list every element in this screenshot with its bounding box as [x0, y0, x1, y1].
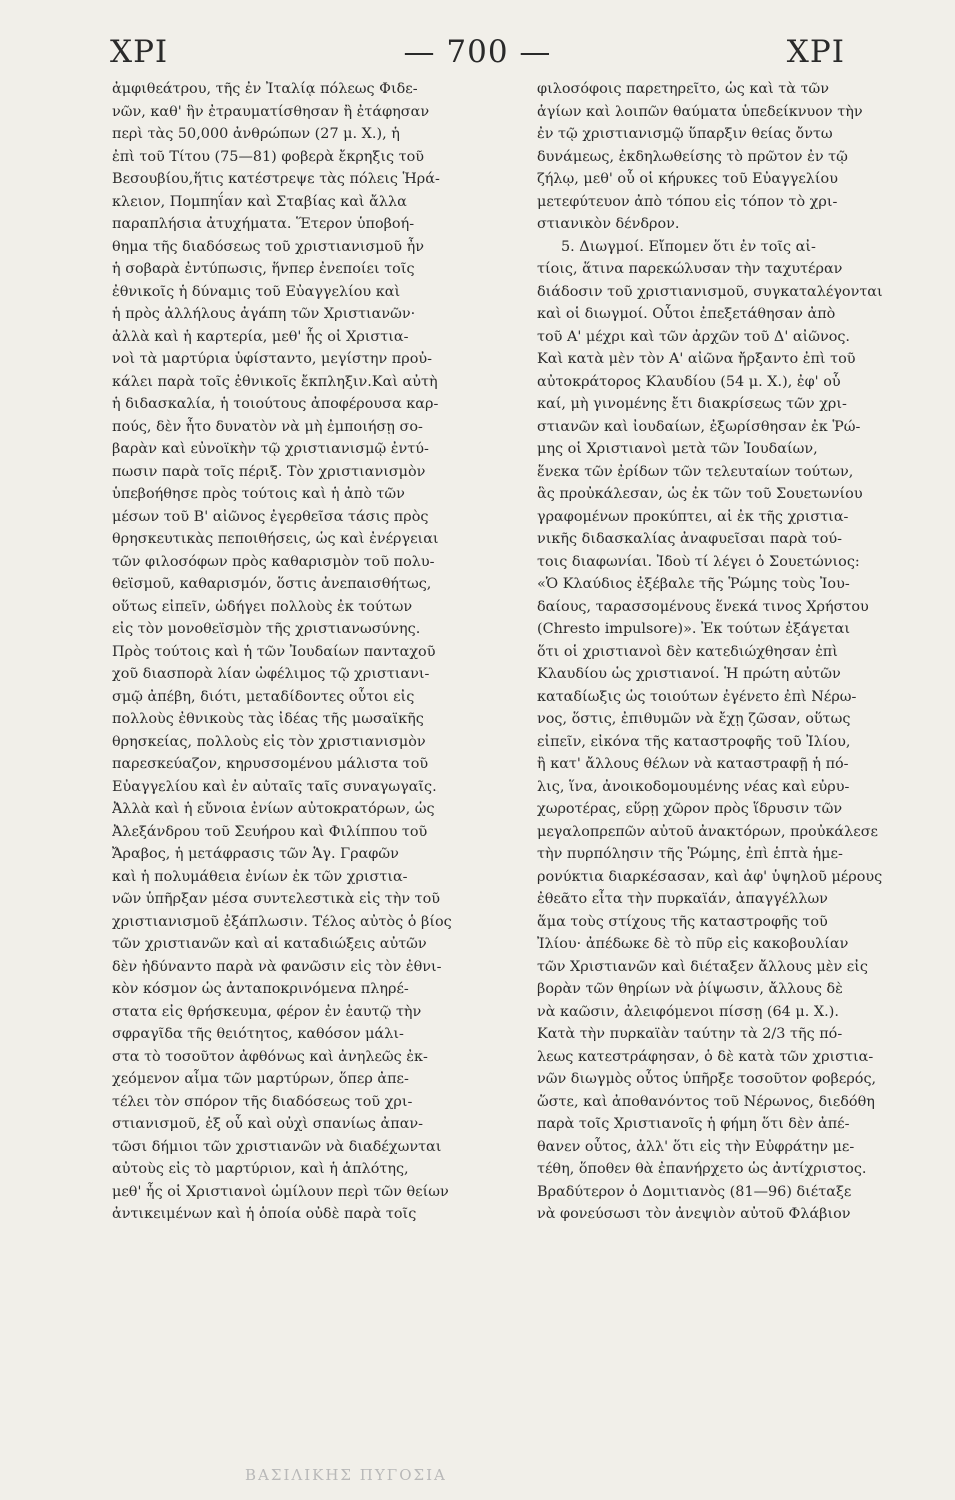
right-column-line: 5. Διωγμοί. Εἴπομεν ὅτι ἐν τοῖς αἰ-: [561, 238, 816, 255]
left-column-line: ἡ σοβαρὰ ἐντύπωσις, ἥνπερ ἐνεποίει τοῖς: [112, 261, 415, 277]
right-column-line: ἁγίων καὶ λοιπῶν θαύματα ὑπεδείκνυον τὴν: [537, 103, 863, 120]
left-column-line: θρησκείας, πολλοὺς εἰς τὸν χριστιανισμὸν: [112, 733, 426, 750]
right-column-line: τῶν Χριστιανῶν καὶ διέταξεν ἄλλους μὲν εἰς: [537, 958, 868, 975]
left-column-line: παραπλήσια ἀτυχήματα. Ἕτερον ὑποβοή-: [112, 216, 415, 232]
right-column-line: Κατὰ τὴν πυρκαϊὰν ταύτην τὰ 2/3 τῆς πό-: [537, 1026, 843, 1042]
page-number: — 700 —: [403, 34, 552, 70]
left-column-line: βαρὰν καὶ εὐνοϊκὴν τῷ χριστιανισμῷ ἐντύ-: [112, 441, 429, 457]
header-left-guideword: ΧΡΙ: [110, 34, 169, 70]
right-column-line: καταδίωξις ὡς τοιούτων ἐγένετο ἐπὶ Νέρω-: [537, 688, 857, 705]
left-column-line: αὐτοὺς εἰς τὸ μαρτύριον, καὶ ἡ ἁπλότης,: [112, 1161, 409, 1177]
left-column-line: ἐθνικοῖς ἡ δύναμις τοῦ Εὐαγγελίου καὶ: [112, 283, 401, 300]
right-column-line: Καὶ κατὰ μὲν τὸν Α' αἰῶνα ἤρξαντο ἐπὶ τοῦ: [537, 351, 856, 367]
left-column-line: Εὐαγγελίου καὶ ἐν αὐταῖς ταῖς συναγωγαῖς.: [112, 778, 437, 795]
left-column-line: Ἀλεξάνδρου τοῦ Σευήρου καὶ Φιλίππου τοῦ: [112, 823, 428, 840]
right-column-line: μετεφύτευον ἀπὸ τόπου εἰς τόπον τὸ χρι-: [537, 193, 838, 210]
left-column-line: πωσιν παρὰ τοῖς πέριξ. Τὸν χριστιανισμὸν: [112, 463, 426, 480]
right-column-line: στιανικὸν δένδρον.: [537, 216, 680, 232]
left-column-line: στατα εἰς θρήσκευμα, φέρον ἐν ἑαυτῷ τὴν: [112, 1003, 422, 1020]
right-column-line: θανεν οὗτος, ἀλλ' ὅτι εἰς τὴν Εὐφράτην με-: [537, 1138, 855, 1155]
right-column-line: στιανῶν καὶ ἰουδαίων, ἐξωρίσθησαν ἐκ Ῥώ-: [537, 418, 861, 435]
left-column-line: κάλει παρὰ τοῖς ἐθνικοῖς ἔκπληξιν.Καὶ αὐτὴ: [112, 373, 438, 390]
right-column-line: ὅτι οἱ χριστιανοὶ δὲν κατεδιώχθησαν ἐπὶ: [537, 643, 838, 660]
left-column-line: σμῷ ἀπέβη, διότι, μεταδίδοντες οὗτοι εἰς: [112, 688, 415, 705]
right-column-line: ἅμα τοὺς στίχους τῆς καταστροφῆς τοῦ: [537, 913, 828, 930]
right-column-line: (Chresto impulsore)». Ἐκ τούτων ἐξάγεται: [537, 621, 851, 637]
left-column-line: ἐπὶ τοῦ Τίτου (75—81) φοβερὰ ἔκρηξις τοῦ: [112, 148, 424, 165]
right-column-line: Κλαυδίου ὡς χριστιανοί. Ἡ πρώτη αὐτῶν: [537, 666, 841, 682]
right-column-line: νῶν διωγμὸς οὗτος ὑπῆρξε τοσοῦτον φοβερός,: [537, 1071, 877, 1087]
left-column-line: ὑπεβοήθησε πρὸς τούτοις καὶ ἡ ἀπὸ τῶν: [112, 486, 405, 502]
right-column-line: ρονύκτια διαρκέσασαν, καὶ ἀφ' ὑψηλοῦ μέρους: [537, 868, 883, 885]
right-column-line: ἃς προὐκάλεσαν, ὡς ἐκ τῶν τοῦ Σουετωνίου: [537, 486, 863, 502]
right-column-line: δυνάμεως, ἐκδηλωθείσης τὸ πρῶτον ἐν τῷ: [537, 148, 848, 165]
right-column-line: ὥστε, καὶ ἀποθανόντος τοῦ Νέρωνος, διεδόθη: [537, 1093, 875, 1110]
right-column-line: ἐν τῷ χριστιανισμῷ ὕπαρξιν θείας ὄντω: [537, 126, 833, 142]
right-column-line: ἕνεκα τῶν ἐρίδων τῶν τελευταίων τούτων,: [537, 463, 854, 480]
left-column-line: Πρὸς τούτοις καὶ ἡ τῶν Ἰουδαίων πανταχοῦ: [112, 643, 436, 660]
right-column-line: εἰπεῖν, εἰκόνα τῆς καταστροφῆς τοῦ Ἰλίου,: [537, 733, 851, 750]
right-column: [537, 78, 917, 1226]
right-column-line: «Ὁ Κλαύδιος ἐξέβαλε τῆς Ῥώμης τοὺς Ἰου-: [537, 576, 850, 592]
left-column-line: παρεσκεύαζον, κηρυσσομένου μάλιστα τοῦ: [112, 756, 429, 772]
left-column-line: νῶν, καθ' ἣν ἐτραυματίσθησαν ἢ ἐτάφησαν: [112, 103, 430, 120]
left-column-line: Ἄραβος, ἡ μετάφρασις τῶν Ἁγ. Γραφῶν: [112, 846, 399, 862]
left-column-line: νῶν ὑπῆρξαν μέσα συντελεστικὰ εἰς τὴν τοῦ: [112, 891, 441, 907]
right-column-line: τέθη, ὅποθεν θὰ ἐπανήρχετο ὡς ἀντίχριστος.: [537, 1161, 867, 1177]
right-column-line: βορὰν τῶν θηρίων νὰ ῥίψωσιν, ἄλλους δὲ: [537, 981, 843, 997]
left-column-line: χοῦ διασπορὰ λίαν ὠφέλιμος τῷ χριστιανι-: [112, 666, 430, 682]
left-column-line: Βεσουβίου,ἥτις κατέστρεψε τὰς πόλεις Ἡρά-: [112, 171, 440, 187]
left-column-line: ἀντικειμένων καὶ ἡ ὁποία οὐδὲ παρὰ τοῖς: [112, 1206, 417, 1222]
left-column-line: Ἀλλὰ καὶ ἡ εὔνοια ἐνίων αὐτοκρατόρων, ὡς: [112, 801, 435, 817]
right-column-line: λις, ἵνα, ἀνοικοδομουμένης νέας καὶ εὐρυ-: [537, 778, 850, 795]
left-column-line: τῶσι δήμιοι τῶν χριστιανῶν νὰ διαδέχωνται: [112, 1138, 442, 1155]
left-column-line: χριστιανισμοῦ ἐξάπλωσιν. Τέλος αὐτὸς ὁ βίος: [112, 913, 452, 930]
right-column-line: νὰ καῶσιν, ἀλειφόμενοι πίσσῃ (64 μ. Χ.).: [537, 1003, 839, 1020]
right-column-line: φιλοσόφοις παρετηρεῖτο, ὡς καὶ τὰ τῶν: [537, 81, 830, 97]
right-column-line: καὶ οἱ διωγμοί. Οὗτοι ἐπεξετάθησαν ἀπὸ: [537, 306, 836, 322]
left-column-line: τῶν φιλοσόφων πρὸς καθαρισμὸν τοῦ πολυ-: [112, 553, 435, 570]
left-column-line: πολλοὺς ἐθνικοὺς τὰς ἰδέας τῆς μωσαϊκῆς: [112, 711, 424, 727]
right-column-line: καί, μὴ γινομένης ἔτι διακρίσεως τῶν χρι-: [537, 396, 847, 412]
left-column-line: δὲν ἠδύναντο παρὰ νὰ φανῶσιν εἰς τὸν ἐθνι-: [112, 958, 442, 975]
left-column-line: ἡ διδασκαλία, ἡ τοιούτους ἀποφέρουσα καρ-: [112, 396, 439, 412]
left-column-line: ἀλλὰ καὶ ἡ καρτερία, μεθ' ἧς οἱ Χριστια-: [112, 328, 409, 345]
right-column-line: ἐθεᾶτο εἶτα τὴν πυρκαϊάν, ἀπαγγέλλων: [537, 891, 828, 907]
left-column-line: τέλει τὸν σπόρον τῆς διαδόσεως τοῦ χρι-: [112, 1093, 413, 1110]
header-right-guideword: ΧΡΙ: [786, 34, 845, 70]
left-column-line: καὶ ἡ πολυμάθεια ἐνίων ἐκ τῶν χριστια-: [112, 868, 408, 885]
right-column-line: ἢ κατ' ἄλλους θέλων νὰ καταστραφῇ ἡ πό-: [537, 756, 849, 772]
left-column-line: μεθ' ἧς οἱ Χριστιανοὶ ὡμίλουν περὶ τῶν θείων: [112, 1183, 449, 1200]
left-column-line: μέσων τοῦ Β' αἰῶνος ἐγερθεῖσα τάσις πρὸς: [112, 508, 429, 525]
right-column-line: μης οἱ Χριστιανοὶ μετὰ τῶν Ἰουδαίων,: [537, 441, 818, 457]
left-column-line: νοὶ τὰ μαρτύρια ὑφίσταντο, μεγίστην προὐ-: [112, 351, 432, 367]
left-column-line: θεϊσμοῦ, καθαρισμόν, ὅστις ἀνεπαισθήτως,: [112, 576, 432, 592]
left-column-line: ἀμφιθεάτρου, τῆς ἐν Ἰταλίᾳ πόλεως Φιδε-: [112, 81, 418, 97]
right-column-line: ζήλῳ, μεθ' οὗ οἱ κήρυκες τοῦ Εὐαγγελίου: [537, 171, 838, 187]
right-column-line: δαίους, ταρασσομένους ἕνεκά τινος Χρήστου: [537, 598, 869, 615]
right-column-line: νικῆς διδασκαλίας ἀναφυεῖσαι παρὰ τού-: [537, 531, 843, 547]
left-column-line: κὸν κόσμον ὡς ἀνταποκρινόμενα πληρέ-: [112, 981, 409, 997]
right-column-line: Βραδύτερον ὁ Δομιτιανὸς (81—96) διέταξε: [537, 1183, 852, 1200]
right-column-line: μεγαλοπρεπῶν αὐτοῦ ἀνακτόρων, προὐκάλεσε: [537, 823, 879, 840]
right-column-line: νος, ὅστις, ἐπιθυμῶν νὰ ἔχῃ ζῶσαν, οὕτως: [537, 711, 851, 727]
right-column-line: τὴν πυρπόλησιν τῆς Ῥώμης, ἐπὶ ἑπτὰ ἡμε-: [537, 846, 843, 862]
right-column-line: τοῦ Α' μέχρι καὶ τῶν ἀρχῶν τοῦ Δ' αἰῶνος.: [537, 328, 850, 345]
right-column-line: χωροτέρας, εὕρῃ χῶρον πρὸς ἵδρυσιν τῶν: [537, 801, 843, 817]
left-column: [112, 78, 492, 1226]
right-column-line: τίοις, ἅτινα παρεκώλυσαν τὴν ταχυτέραν: [537, 261, 843, 277]
left-column-line: ἡ πρὸς ἀλλήλους ἀγάπη τῶν Χριστιανῶν·: [112, 306, 416, 322]
left-column-line: σφραγῖδα τῆς θειότητος, καθόσον μάλι-: [112, 1026, 404, 1042]
library-watermark: ΒΑΣΙΛΙΚΗΣ ΠΥΓΟΣΙΑ: [245, 1466, 447, 1484]
right-column-line: γραφομένων προκύπτει, αἱ ἐκ τῆς χριστια-: [537, 508, 849, 525]
right-column-line: λεως κατεστράφησαν, ὁ δὲ κατὰ τῶν χριστια-: [537, 1048, 874, 1065]
right-column-line: τοις διαφωνίαι. Ἰδοὺ τί λέγει ὁ Σουετώνιος:: [537, 553, 860, 570]
left-column-line: στα τὸ τοσοῦτον ἀφθόνως καὶ ἀνηλεῶς ἐκ-: [112, 1048, 428, 1065]
right-column-line: αὐτοκράτορος Κλαυδίου (54 μ. Χ.), ἐφ' οὗ: [537, 373, 841, 390]
left-column-line: κλειον, Πομπηΐαν καὶ Σταβίας καὶ ἄλλα: [112, 193, 407, 210]
right-column-line: παρὰ τοῖς Χριστιανοῖς ἡ φήμη ὅτι δὲν ἀπέ-: [537, 1116, 850, 1132]
left-column-line: χεόμενον αἷμα τῶν μαρτύρων, ὅπερ ἀπε-: [112, 1071, 409, 1087]
left-column-line: οὕτως εἰπεῖν, ὡδήγει πολλοὺς ἐκ τούτων: [112, 598, 413, 615]
left-column-line: πούς, δὲν ἦτο δυνατὸν νὰ μὴ ἐμποιήσῃ σο-: [112, 418, 423, 435]
left-column-line: θημα τῆς διαδόσεως τοῦ χριστιανισμοῦ ἦν: [112, 238, 424, 255]
left-column-line: τῶν χριστιανῶν καὶ αἱ καταδιώξεις αὐτῶν: [112, 936, 427, 952]
right-column-line: Ἰλίου· ἀπέδωκε δὲ τὸ πῦρ εἰς κακοβουλίαν: [537, 936, 849, 952]
running-header: [110, 30, 845, 74]
left-column-line: περὶ τὰς 50,000 ἀνθρώπων (27 μ. Χ.), ἡ: [112, 126, 400, 142]
left-column-line: θρησκευτικὰς πεποιθήσεις, ὡς καὶ ἐνέργειαι: [112, 531, 439, 547]
left-column-line: εἰς τὸν μονοθεϊσμὸν τῆς χριστιανωσύνης.: [112, 621, 421, 637]
right-column-line: νὰ φονεύσωσι τὸν ἀνεψιὸν αὐτοῦ Φλάβιον: [537, 1206, 851, 1222]
right-column-line: διάδοσιν τοῦ χριστιανισμοῦ, συγκαταλέγονται: [537, 283, 883, 300]
left-column-line: στιανισμοῦ, ἐξ οὗ καὶ οὐχὶ σπανίως ἀπαν-: [112, 1116, 424, 1132]
